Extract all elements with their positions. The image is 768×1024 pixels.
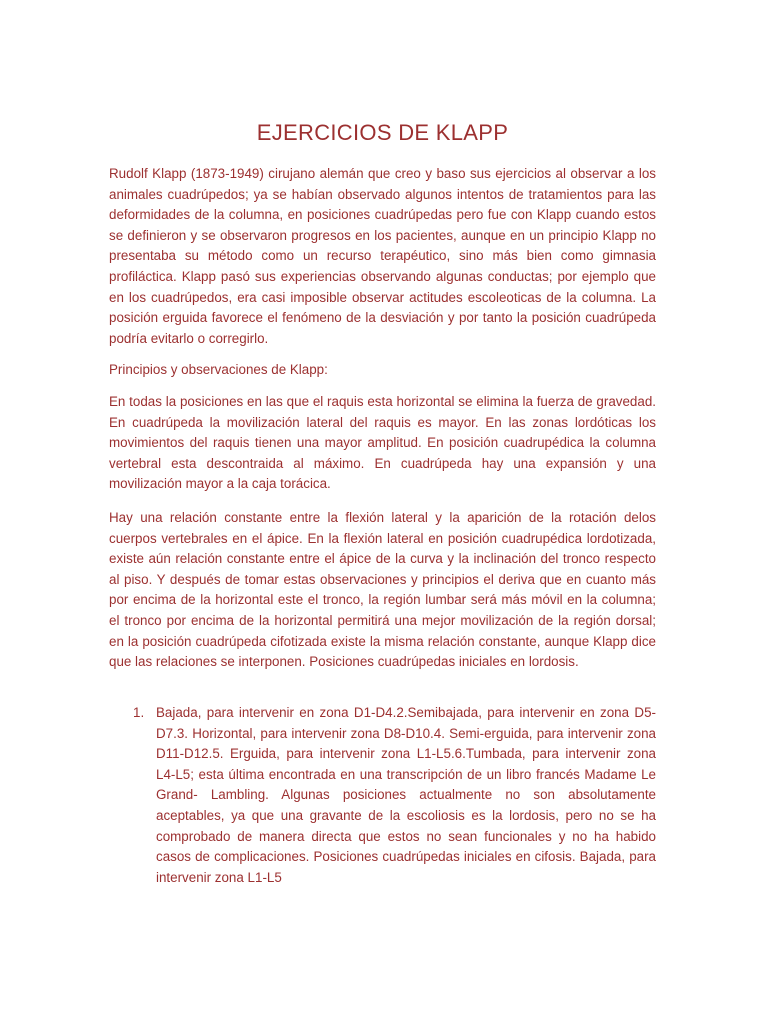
paragraph-principles: En todas la posiciones en las que el raquis esta horizontal se elimina la fuerza de gravedad. En cuadrúpeda la movilización lateral del raquis es mayor. En las zonas lordóticas los movimientos del raquis tienen una mayor amplitud. En posición cuadrupédica la columna vertebral esta descontraida al máximo. En cuadrúpeda hay una expansión y una movilización mayor a la caja torácica. [109, 394, 656, 492]
document-title: EJERCICIOS DE KLAPP [256, 120, 509, 145]
paragraph-intro: Rudolf Klapp (1873-1949) cirujano alemán que creo y baso sus ejercicios al observar a los animales cuadrúpedos; ya se habían observado algunos intentos de tratamientos para las deformidades de la columna, en posiciones cuadrúpedas pero fue con Klapp cuando estos se definieron y se observaron progresos en los pacientes, aunque en un principio Klapp no presentaba su método como un recurso terapéutico, sino más bien como gimnasia profiláctica. Klapp pasó sus experiencias observando algunas conductas; por ejemplo que en los cuadrúpedos, era casi imposible observar actitudes escoleoticas de la columna. La posición erguida favorece el fenómeno de la desviación y por tanto la posición cuadrúpeda podría evitarlo o corregirlo. [109, 166, 656, 346]
positions-list [109, 703, 656, 888]
paragraph-principles-heading: Principios y observaciones de Klapp: [109, 362, 328, 377]
paragraph-observations: Hay una relación constante entre la flexión lateral y la aparición de la rotación delos cuerpos vertebrales en el ápice. En la flexión lateral en posición cuadrupédica lordotizada, existe aún relación constante entre el ápice de la curva y la inclinación del tronco respecto al piso. Y después de tomar estas observaciones y principios el deriva que en cuanto más por encima de la horizontal este el tronco, la región lumbar será más móvil en la columna; el tronco por encima de la horizontal permitirá una mejor movilización de la región dorsal; en la posición cuadrúpeda cifotizada existe la misma relación constante, aunque Klapp dice que las relaciones se interponen. Posiciones cuadrúpedas iniciales en lordosis. [109, 510, 656, 670]
list-item [109, 703, 656, 888]
list-item-text: Bajada, para intervenir en zona D1-D4.2.Semibajada, para intervenir en zona D5-D7.3. Horizontal, para intervenir zona D8-D10.4. Semi-erguida, para intervenir zona D11-D12.5. Erguida, para intervenir zona L1-L5.6.Tumbada, para intervenir zona L4-L5; esta última encontrada en una transcripción de un libro francés Madame Le Grand- Lambling. Algunas posiciones actualmente no son absolutamente aceptables, ya que una gravante de la escoliosis es la lordosis, pero no se ha comprobado de manera directa que estos no sean funcionales y no ha habido casos de complicaciones. Posiciones cuadrúpedas iniciales en cifosis. Bajada, para intervenir zona L1-L5 [156, 705, 656, 885]
list-item-marker: 1. [133, 705, 145, 720]
